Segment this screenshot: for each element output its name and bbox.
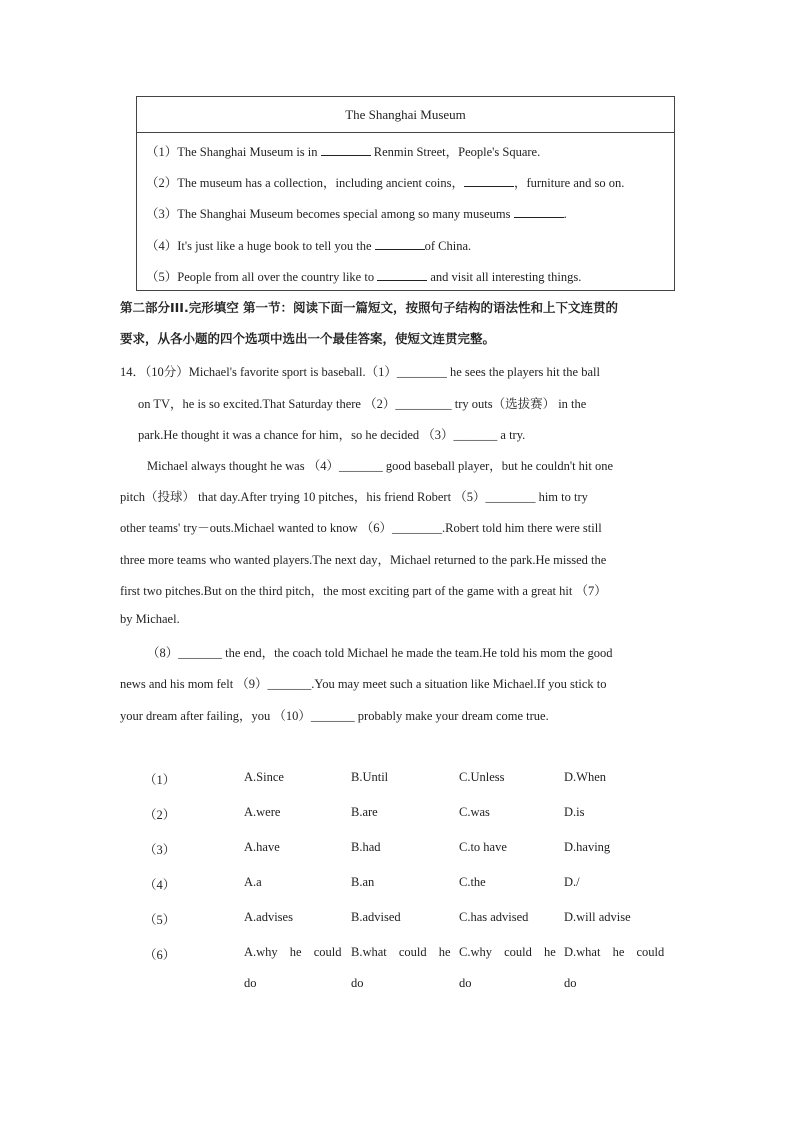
- table-row: [146, 142, 540, 160]
- option-c[interactable]: C.the: [459, 875, 486, 889]
- option-d[interactable]: D.When: [564, 770, 606, 784]
- answer-blank[interactable]: [375, 238, 425, 250]
- option-a[interactable]: A.Since: [244, 770, 284, 784]
- passage-line: 14．（10分）Michael's favorite sport is baseball.（1）________ he sees the players hit the ball: [120, 365, 600, 379]
- row-text: （5）People from all over the country like to: [146, 270, 378, 284]
- option-c[interactable]: C.was: [459, 805, 490, 819]
- table-title: The Shanghai Museum: [137, 97, 674, 133]
- passage-line: pitch（投球） that day.After trying 10 pitches，his friend Robert （5）________ him to try: [120, 490, 588, 504]
- section-heading: [120, 292, 676, 354]
- option-row: [144, 875, 684, 895]
- row-text: （4）It's just like a huge book to tell you the: [146, 239, 375, 253]
- passage-line: your dream after failing，you （10）_______ probably make your dream come true.: [120, 709, 549, 723]
- option-row: [144, 840, 684, 860]
- option-d[interactable]: D.having: [564, 840, 611, 854]
- option-a-continued: do: [244, 976, 257, 990]
- option-a[interactable]: A.were: [244, 805, 281, 819]
- passage-line: park.He thought it was a chance for him，so he decided （3）_______ a try.: [138, 428, 526, 442]
- fill-in-table: [136, 96, 675, 291]
- table-row: [146, 204, 567, 222]
- question-number: （3）: [144, 843, 176, 857]
- answer-blank[interactable]: [377, 269, 427, 281]
- passage-line: by Michael.: [120, 612, 180, 626]
- table-row: [146, 173, 624, 191]
- row-text: .: [563, 207, 567, 221]
- question-number: （5）: [144, 913, 176, 927]
- question-number: （2）: [144, 808, 176, 822]
- option-c[interactable]: C.Unless: [459, 770, 505, 784]
- answer-blank[interactable]: [321, 144, 371, 156]
- option-a[interactable]: A.why he could: [244, 945, 342, 959]
- option-d[interactable]: D./: [564, 875, 580, 889]
- passage-line: （8）_______ the end，the coach told Michael he made the team.He told his mom the good: [147, 646, 613, 660]
- option-b[interactable]: B.had: [351, 840, 381, 854]
- passage-line: three more teams who wanted players.The next day，Michael returned to the park.He missed the: [120, 553, 607, 567]
- row-text: （2）The museum has a collection，including ancient coins，: [146, 176, 464, 190]
- option-b[interactable]: B.what could he: [351, 945, 451, 959]
- question-number: （6）: [144, 948, 176, 962]
- passage-line: first two pitches.But on the third pitch，the most exciting part of the game with a great hit （7）: [120, 584, 607, 598]
- option-b[interactable]: B.advised: [351, 910, 401, 924]
- answer-blank[interactable]: [464, 175, 514, 187]
- option-row: [144, 945, 684, 995]
- option-row: [144, 805, 684, 825]
- row-text: （3）The Shanghai Museum becomes special among so many museums: [146, 207, 514, 221]
- option-row: [144, 770, 684, 790]
- row-text: and visit all interesting things.: [427, 270, 582, 284]
- passage-line: on TV，he is so excited.That Saturday there （2）_________ try outs（选拔赛） in the: [138, 397, 587, 411]
- table-row: [146, 236, 471, 254]
- option-row: [144, 910, 684, 930]
- option-c[interactable]: C.to have: [459, 840, 507, 854]
- option-b[interactable]: B.Until: [351, 770, 389, 784]
- option-d[interactable]: D.will advise: [564, 910, 631, 924]
- row-text: Renmin Street，People's Square.: [370, 145, 541, 159]
- passage-line: news and his mom felt （9）_______.You may meet such a situation like Michael.If you stick to: [120, 677, 607, 691]
- question-number: （4）: [144, 878, 176, 892]
- option-a[interactable]: A.a: [244, 875, 262, 889]
- option-c-continued: do: [459, 976, 472, 990]
- option-c[interactable]: C.why could he: [459, 945, 556, 959]
- passage-line: other teams' try－outs.Michael wanted to know （6）________.Robert told him there were still: [120, 521, 602, 535]
- row-text: ，furniture and so on.: [513, 176, 625, 190]
- passage-line: Michael always thought he was （4）_______ good baseball player，but he couldn't hit one: [147, 459, 614, 473]
- option-d[interactable]: D.is: [564, 805, 585, 819]
- table-row: [146, 267, 581, 285]
- question-number: （1）: [144, 773, 176, 787]
- option-b[interactable]: B.an: [351, 875, 375, 889]
- option-d[interactable]: D.what he could: [564, 945, 665, 959]
- answer-blank[interactable]: [514, 206, 564, 218]
- option-d-continued: do: [564, 976, 577, 990]
- option-a[interactable]: A.have: [244, 840, 280, 854]
- option-b[interactable]: B.are: [351, 805, 378, 819]
- option-c[interactable]: C.has advised: [459, 910, 529, 924]
- option-a[interactable]: A.advises: [244, 910, 293, 924]
- section-line: 要求，从各小题的四个选项中选出一个最佳答案，使短文连贯完整。: [120, 331, 496, 346]
- row-text: （1）The Shanghai Museum is in: [146, 145, 321, 159]
- row-text: of China.: [424, 239, 472, 253]
- section-line: 第二部分III.完形填空 第一节：阅读下面一篇短文，按照句子结构的语法性和上下文连贯的: [120, 300, 619, 315]
- option-b-continued: do: [351, 976, 364, 990]
